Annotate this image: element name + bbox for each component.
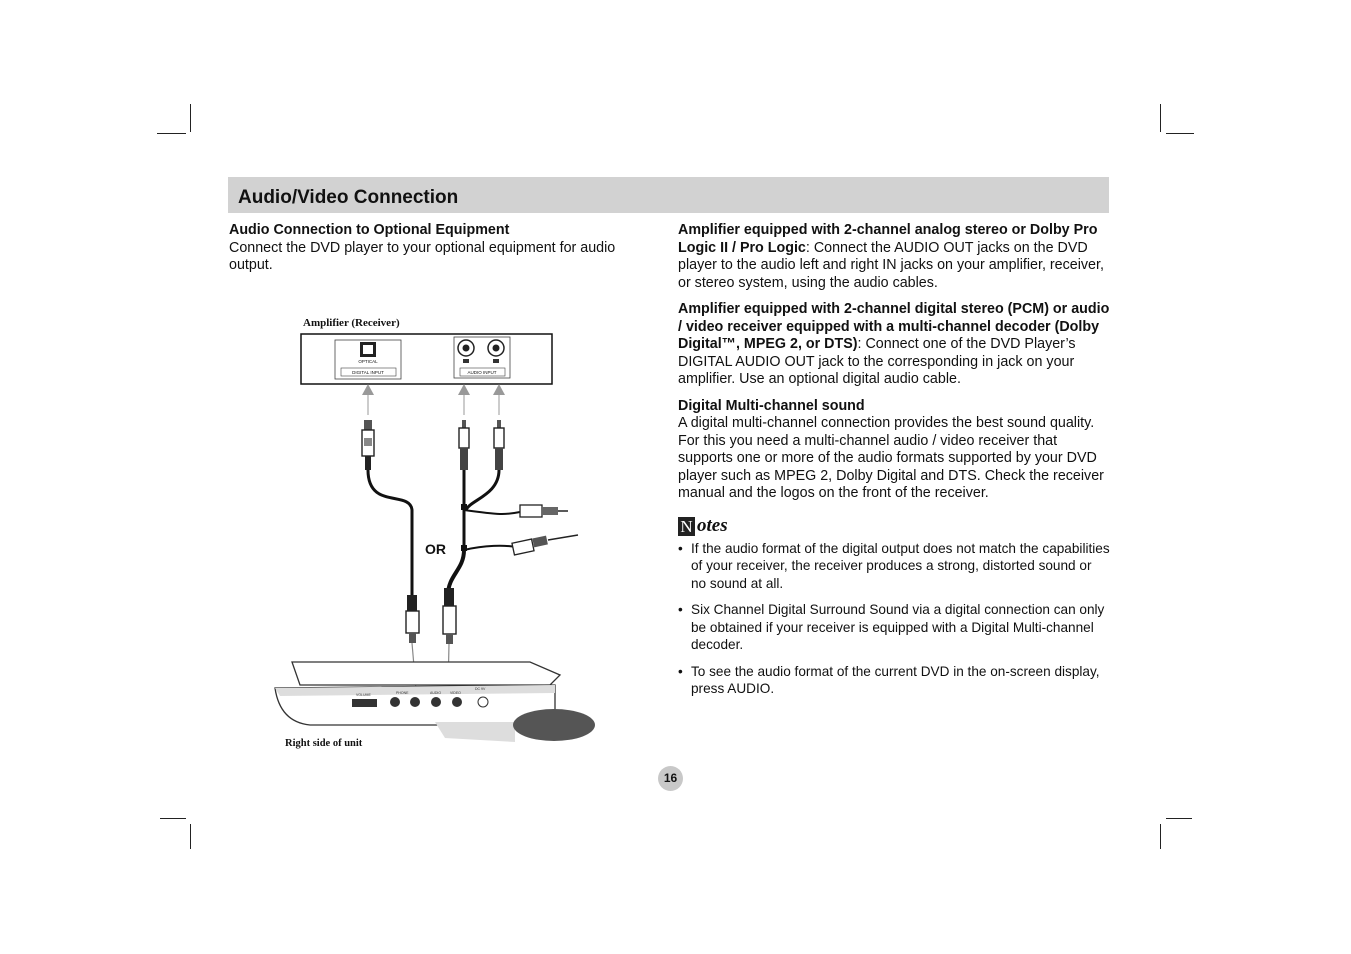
mini-jack-side-plug-icon <box>512 535 578 555</box>
left-column <box>229 222 629 275</box>
right-column <box>678 222 1110 707</box>
connection-diagram <box>270 310 610 755</box>
volume-label: VOLUME <box>356 693 371 697</box>
analog-stereo-text: : Connect the AUDIO OUT jacks on the DVD player to the audio left and right IN jacks on your amplifier, receiver, or stereo system, using the audio cables. <box>678 239 1104 291</box>
left-intro: Connect the DVD player to your optional equipment for audio output. <box>229 239 616 273</box>
digital-stereo-paragraph <box>678 301 1110 389</box>
crop-mark <box>1160 104 1161 132</box>
crop-mark <box>1166 133 1194 134</box>
analog-stereo-paragraph <box>678 222 1110 292</box>
rca-plug-left-icon <box>459 420 469 470</box>
optical-label: OPTICAL <box>358 359 378 364</box>
notes-list <box>678 540 1110 698</box>
page-title: Audio/Video Connection <box>238 187 459 208</box>
left-heading: Audio Connection to Optional Equipment <box>229 222 510 238</box>
video-label: VIDEO <box>450 691 461 695</box>
analog-stereo-heading: Amplifier equipped with 2-channel analog stereo or Dolby Pro Logic II / Pro Logic <box>678 222 1098 256</box>
list-item: • Six Channel Digital Surround Sound via a digital connection can only be obtained if your receiver is equipped with a Digital Multi-channel decoder. <box>678 601 1110 654</box>
notes-n-icon: N <box>678 517 695 536</box>
dvd-player-unit <box>275 662 595 742</box>
multichannel-heading: Digital Multi-channel sound <box>678 397 865 414</box>
optical-plug-icon <box>362 420 374 470</box>
or-label: OR <box>425 541 446 557</box>
digital-stereo-heading: Amplifier equipped with 2-channel digital stereo (PCM) or audio / video receiver equipped with a multi-channel decoder (Dolby Digital™, MPEG 2, or DTS) <box>678 301 1110 352</box>
unit-side-label: Right side of unit <box>285 738 363 749</box>
list-item: • To see the audio format of the current DVD in the on-screen display, press AUDIO. <box>678 663 1110 698</box>
digital-input-label: DIGITAL INPUT <box>352 370 384 375</box>
audio-label: AUDIO <box>430 691 442 695</box>
list-item: • If the audio format of the digital output does not match the capabilities of your receiver, the receiver produces a strong, distorted sound or no sound at all. <box>678 540 1110 593</box>
dc-label: DC 9V <box>475 687 486 691</box>
notes-heading <box>678 517 1110 536</box>
digital-stereo-text: : Connect one of the DVD Player’s DIGITAL AUDIO OUT jack to the corresponding in jack on your amplifier. Use an optional digital audio cable. <box>678 336 1076 387</box>
crop-mark <box>157 133 186 134</box>
crop-mark <box>1160 824 1161 849</box>
mini-jack-plug-icon <box>443 588 456 644</box>
optical-cable <box>368 470 412 595</box>
crop-mark <box>190 824 191 849</box>
crop-mark <box>190 104 191 132</box>
rca-side-plug-icon <box>520 505 568 517</box>
rca-plug-right-icon <box>494 420 504 470</box>
section-header <box>228 177 1109 213</box>
phone-label: PHONE <box>396 691 409 695</box>
crop-mark <box>160 818 186 819</box>
optical-mini-plug-icon <box>406 595 419 643</box>
multichannel-text: A digital multi-channel connection provides the best sound quality. For this you need a multi-channel audio / video receiver that supports one or more of the audio formats supported by your DVD player such as MPEG 2, Dolby Digital and DTS. Check the receiver manual and the logos on the front of the receiver. <box>678 415 1104 501</box>
arrow-up-icon <box>362 384 505 415</box>
audio-input-label: AUDIO INPUT <box>467 370 497 375</box>
audio-cable-right <box>466 470 499 510</box>
page-number: 16 <box>658 766 683 791</box>
notes-title: otes <box>697 515 728 537</box>
crop-mark <box>1166 818 1192 819</box>
amplifier-label: Amplifier (Receiver) <box>303 317 400 329</box>
